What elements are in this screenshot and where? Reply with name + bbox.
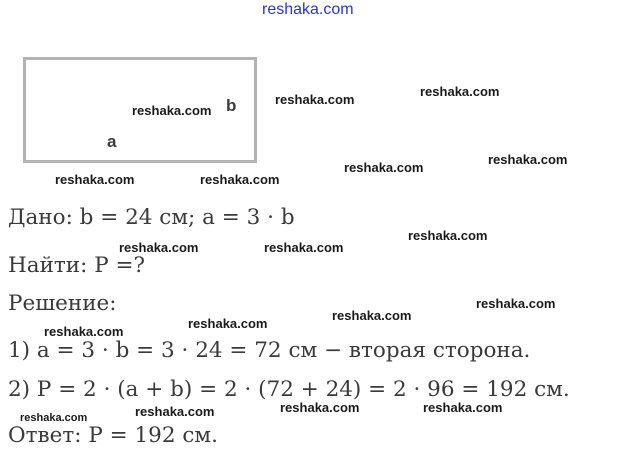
watermark: reshaka.com — [132, 103, 212, 118]
find-line: Найти: P =? — [8, 253, 146, 278]
watermark: reshaka.com — [408, 228, 488, 243]
watermark: reshaka.com — [344, 160, 424, 175]
watermark: reshaka.com — [488, 152, 568, 167]
watermark: reshaka.com — [423, 400, 503, 415]
solution-heading: Решение: — [8, 291, 117, 316]
side-label-a: a — [107, 132, 117, 151]
given-line: Дано: b = 24 см; a = 3 · b — [8, 205, 295, 230]
site-header-watermark: reshaka.com — [262, 1, 354, 18]
solution-step-2: 2) P = 2 · (a + b) = 2 · (72 + 24) = 2 · 96 = 192 см. — [8, 377, 570, 402]
watermark: reshaka.com — [188, 316, 268, 331]
watermark: reshaka.com — [119, 240, 199, 255]
watermark: reshaka.com — [55, 172, 135, 187]
watermark: reshaka.com — [476, 296, 556, 311]
watermark: reshaka.com — [280, 400, 360, 415]
watermark: reshaka.com — [275, 92, 355, 107]
solution-step-1: 1) a = 3 · b = 3 · 24 = 72 см − вторая сторона. — [8, 338, 531, 363]
watermark: reshaka.com — [44, 324, 124, 339]
watermark: reshaka.com — [200, 172, 280, 187]
side-label-b: b — [226, 96, 237, 115]
answer-line: Ответ: P = 192 см. — [8, 423, 218, 448]
watermark: reshaka.com — [20, 412, 88, 424]
watermark: reshaka.com — [264, 240, 344, 255]
watermark: reshaka.com — [135, 404, 215, 419]
watermark: reshaka.com — [420, 84, 500, 99]
watermark: reshaka.com — [332, 308, 412, 323]
